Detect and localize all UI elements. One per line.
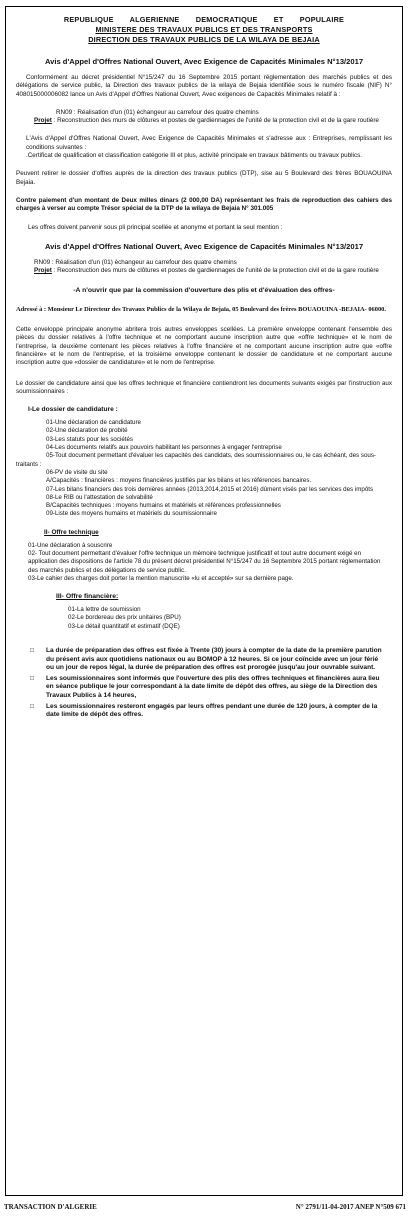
list-item <box>16 703 392 720</box>
eligibility-line-1: L'Avis d'Appel d'Offres National Ouvert, Avec Exigence de Capacités Minimales et s'adresse aux : Entreprises, remplissant les conditions suivantes : <box>26 135 392 151</box>
intro-paragraph: Conformément au décret présidentiel N°15/247 du 16 Septembre 2015 portant réglementation des marchés publics et des délégations de service public, la Direction des travaux publics de la wilaya de Bejaia identifiée sous le numéro fiscale (NIF) N° 408015000006082 lance un Avis d'Appel d'Offres National Ouvert, Avec exigences de Capacités Minimales relatif à : <box>16 74 392 98</box>
list-item: 06-PV de visite du site <box>46 468 108 476</box>
footer <box>4 1203 406 1213</box>
rn-block-1 <box>16 109 392 126</box>
list-item: 01-Une déclaration à souscrire <box>28 541 113 549</box>
section-candidature-title: I-Le dossier de candidature : <box>28 406 118 414</box>
list-item: 03-Le détail quantitatif et estimatif (DQE) <box>68 622 180 630</box>
do-not-open-notice: -A n'ouvrir que par la commission d'ouverture des plis et d'évaluation des offres- <box>73 287 335 295</box>
announcement-title-repeat: Avis d'Appel d'Offres National Ouvert, Avec Exigence de Capacités Minimales N°13/2017 <box>44 241 364 251</box>
submit-paragraph: Les offres doivent parvenir sous pli principal scellée et anonyme et portant la seul mention : <box>28 223 283 231</box>
list-item: B/Capacités techniques : moyens humains et matériels et références professionnelles <box>46 502 281 510</box>
dossier-intro-paragraph: Le dossier de candidature ainsi que les offres technique et financière contiendront les documents suivants exigés par l'instruction aux soumissionnaires : <box>16 379 392 395</box>
section-offre-financiere-title: III- Offre financière: <box>56 593 119 601</box>
list-item: 07-Les bilans financiers des trois dernières années (2013,2014,2015 et 2016) dûment visés par les services des impôts <box>46 485 374 493</box>
footer-publication: TRANSACTION D'ALGERIE <box>4 1203 97 1211</box>
list-item: 01-La lettre de soumission <box>68 606 141 614</box>
eligibility-line-2: .Certificat de qualification et classification catégorie III et plus, activité principale en travaux bâtiments ou travaux publics. <box>26 152 363 160</box>
projet-label-2: Projet <box>34 267 52 275</box>
list-item: 09-Liste des moyens humains et matériels du soumissionnaire <box>46 510 217 518</box>
rn-line: RN09 : Réalisation d'un (01) échangeur au carrefour des quatre chemins <box>56 108 259 116</box>
payment-paragraph: Contre paiement d'un montant de Deux milles dinars (2 000,00 DA) représentant les frais de reproduction des cahiers des charges à verser au compte Trésor spécial de la DTP de la wilaya de Bejaia N° 301.005 <box>16 196 392 213</box>
list-item: 05-Tout document permettant d'évaluer les capacités des candidats, des soumissionnaires ou, le cas échéant, des sous-traitants : <box>16 452 376 468</box>
header <box>16 15 392 45</box>
list-item: 03-Les statuts pour les sociétés <box>46 435 134 443</box>
list-item: 01-Une déclaration de candidature <box>46 419 141 427</box>
list-item: 02-Le bordereau des prix unitaires (BPU) <box>68 614 181 622</box>
projet-text: : Reconstruction des murs de clôtures et postes de gardiennages de l'unité de la protection civil et de la gare routière <box>51 117 379 125</box>
header-line-republic: REPUBLIQUE ALGERIENNE DEMOCRATIQUE ET POPULAIRE <box>63 15 345 24</box>
section-offre-financiere-list <box>16 606 392 631</box>
square-bullet-icon: □ <box>30 647 34 655</box>
announcement-title: Avis d'Appel d'Offres National Ouvert, Avec Exigence de Capacités Minimales N°13/2017 <box>44 57 364 66</box>
list-item: 04-Les documents relatifs aux pouvoirs habilitant les personnes à engager l'entreprise <box>46 444 282 452</box>
list-item: 02-Une déclaration de probité <box>46 427 128 435</box>
square-bullet-icon: □ <box>30 702 34 710</box>
list-item <box>16 675 392 701</box>
list-item: A/Capacités : financières : moyens financières justifiés par les bilans et les références bancaires. <box>46 477 312 485</box>
section-candidature-list <box>16 419 392 519</box>
list-item <box>16 647 392 673</box>
footer-reference: N° 2791/11-04-2017 ANEP N°509 671 <box>295 1203 406 1211</box>
projet-line-2 <box>16 267 392 275</box>
rn-line-2: RN09 : Réalisation d'un (01) échangeur au carrefour des quatre chemins <box>34 258 237 266</box>
condition-text: La durée de préparation des offres est fixée à Trente (30) jours à compter de la date de la première parution du présent avis aux quotidiens nationaux ou au BOMOP à 12 heures. Si ce jour coïncide avec un jour férié ou un jour de repos légal, la durée de préparation des offres est prorogée jusqu'au jour ouvrable suivant. <box>46 647 382 672</box>
projet-line <box>16 117 392 125</box>
header-line-direction: DIRECTION DES TRAVAUX PUBLICS DE LA WILAYA DE BEJAIA <box>88 35 320 44</box>
list-item: 08-Le RIB ou l'attestation de solvabilité <box>46 493 153 501</box>
projet-label: Projet <box>34 117 52 125</box>
list-item: 02- Tout document permettant d'évaluer l'offre technique un mémoire technique justificatif et tout autre document exigé en application des dispositions de l'article 78 du présent décret présidentiel N°15/247 du 16 Septembre 2015 portant réglementation des marchés publics et des délégations de service public. <box>28 549 381 574</box>
address-paragraph: Adressé à : Monsieur Le Directeur des Travaux Publics de la Wilaya de Bejaïa, 05 Boulevard des frères BOUAOUINA -BEJAIA- 06000. <box>16 305 386 313</box>
retrieve-paragraph: Peuvent retirer le dossier d'offres auprès de la direction des travaux publics (DTP), sise au 5 Boulevard des frères BOUAOUINA Bejaia. <box>16 170 392 186</box>
section-offre-technique-title: II- Offre technique <box>44 528 99 536</box>
envelope-paragraph: Cette enveloppe principale anonyme abritera trois autres enveloppes scellées. La première enveloppe contenant l'ensemble des pièces du dossier relatives à l'offre technique et ne comportant aucune inscription autre que «offre technique» et le nom de l'entreprise, la deuxième contenant les pièces relatives à l'offre financière et ne comportant aucune inscription autre que «offre financière» et le nom de l'entreprise, et la troisième enveloppe contenant le dossier de candidature et ne comportant aucune inscription autre que «dossier de candidature» et le nom de l'entreprise. <box>16 326 392 367</box>
section-offre-technique-list <box>16 542 392 583</box>
rn-block-2 <box>16 259 392 276</box>
header-line-ministry: MINISTERE DES TRAVAUX PUBLICS ET DES TRANSPORTS <box>95 25 313 34</box>
condition-text: Les soumissionnaires resteront engagés par leurs offres pendant une durée de 120 jours, à compter de la date limite de dépôt des offres. <box>46 702 378 719</box>
list-item: 03-Le cahier des charges doit porter la mention manuscrite «lu et accepté» sur sa dernière page. <box>28 574 294 582</box>
condition-text: Les soumissionnaires sont informés que l'ouverture des plis des offres techniques et financières aura lieu en séance publique le jour correspondant à la date limite de dépôt des offres, au siège de la Direction des Travaux Publics à 14 heures, <box>46 674 380 700</box>
conditions-list <box>16 647 392 720</box>
announcement-frame <box>5 6 403 1196</box>
eligibility-block <box>16 135 392 160</box>
square-bullet-icon: □ <box>30 674 34 682</box>
projet-text-2: : Reconstruction des murs de clôtures et postes de gardiennages de l'unité de la protection civil et de la gare routière <box>51 267 379 275</box>
